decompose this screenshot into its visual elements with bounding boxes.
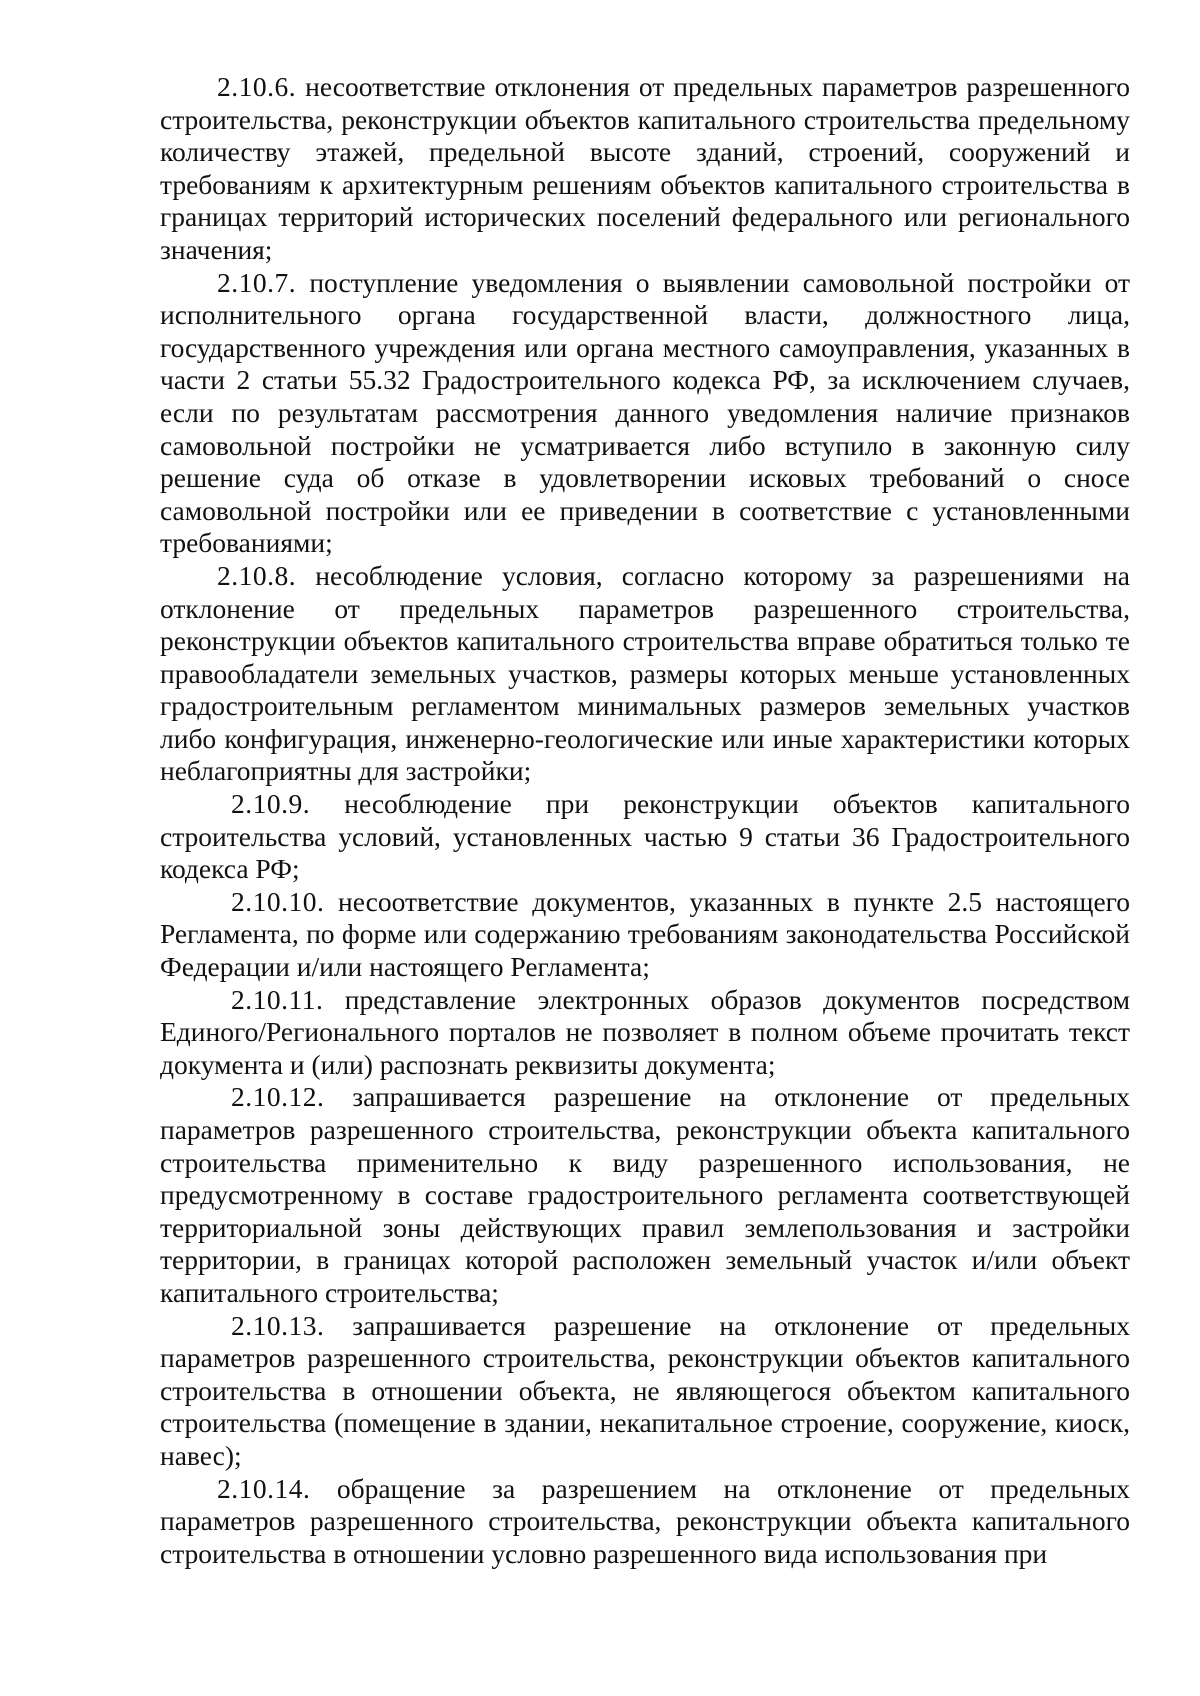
paragraph-number: 2.10.10.: [231, 885, 325, 917]
paragraph-2-10-6: [160, 71, 1130, 267]
paragraph-number: 2.10.11.: [231, 983, 324, 1015]
paragraph-text: несоблюдение при реконструкции объектов капитального строительства условий, установленных частью 9 статьи 36 Градостроительного кодекса РФ;: [160, 788, 1130, 885]
document-body: [160, 71, 1130, 1570]
paragraph-2-10-7: [160, 267, 1130, 560]
paragraph-text: запрашивается разрешение на отклонение от предельных параметров разрешенного строительства, реконструкции объекта капитального строительства применительно к виду разрешенного использования, не предусмотренному в составе градостроительного регламента соответствующей территориальной зоны действующих правил землепользования и застройки территории, в границах которой расположен земельный участок и/или объект капитального строительства;: [160, 1081, 1131, 1308]
paragraph-text: представление электронных образов документов посредством Единого/Регионального порталов не позволяет в полном объеме прочитать текст документа и (или) распознать реквизиты документа;: [160, 983, 1131, 1080]
paragraph-2-10-11: [160, 984, 1130, 1082]
paragraph-number: 2.10.9.: [231, 788, 311, 820]
paragraph-number: 2.10.8.: [217, 559, 297, 591]
paragraph-text: обращение за разрешением на отклонение от предельных параметров разрешенного строительства, реконструкции объекта капитального строительства в отношении условно разрешенного вида использования при: [160, 1472, 1130, 1569]
paragraph-2-10-10: [160, 886, 1130, 984]
paragraph-2-10-14: [160, 1473, 1130, 1571]
paragraph-number: 2.10.6.: [217, 71, 297, 102]
paragraph-text: поступление уведомления о выявлении самовольной постройки от исполнительного органа государственной власти, должностного лица, государственного учреждения или органа местного самоуправления, указанных в части 2 статьи 55.32 Градостроительного кодекса РФ, за исключением случаев, если по результатам рассмотрения данного уведомления наличие признаков самовольной постройки не усматривается либо вступило в законную силу решение суда об отказе в удовлетворении исковых требований о сносе самовольной постройки или ее приведении в соответствие с установленными требованиями;: [160, 266, 1130, 559]
paragraph-text: несоответствие документов, указанных в пункте 2.5 настоящего Регламента, по форме или содержанию требованиям законодательства Российской Федерации и/или настоящего Регламента;: [160, 885, 1131, 983]
paragraph-text: несоблюдение условия, согласно которому за разрешениями на отклонение от предельных параметров разрешенного строительства, реконструкции объектов капитального строительства вправе обратиться только те правообладатели земельных участков, размеры которых меньше установленных градостроительным регламентом минимальных размеров земельных участков либо конфигурация, инженерно-геологические или иные характеристики которых неблагоприятны для застройки;: [160, 559, 1130, 787]
paragraph-text: несоответствие отклонения от предельных параметров разрешенного строительства, реконструкции объектов капитального строительства предельному количеству этажей, предельной высоте зданий, строений, сооружений и требованиям к архитектурным решениям объектов капитального строительства в границах территорий исторических поселений федерального или регионального значения;: [160, 71, 1131, 265]
paragraph-number: 2.10.14.: [217, 1472, 311, 1504]
paragraph-number: 2.10.7.: [217, 266, 297, 298]
paragraph-2-10-9: [160, 788, 1130, 886]
paragraph-number: 2.10.13.: [231, 1309, 325, 1341]
paragraph-2-10-12: [160, 1081, 1130, 1309]
paragraph-number: 2.10.12.: [231, 1081, 325, 1113]
paragraph-text: запрашивается разрешение на отклонение от предельных параметров разрешенного строительства, реконструкции объектов капитального строительства в отношении объекта, не являющегося объектом капитального строительства (помещение в здании, некапитальное строение, сооружение, киоск, навес);: [160, 1309, 1131, 1471]
paragraph-2-10-13: [160, 1310, 1130, 1473]
paragraph-2-10-8: [160, 560, 1130, 788]
